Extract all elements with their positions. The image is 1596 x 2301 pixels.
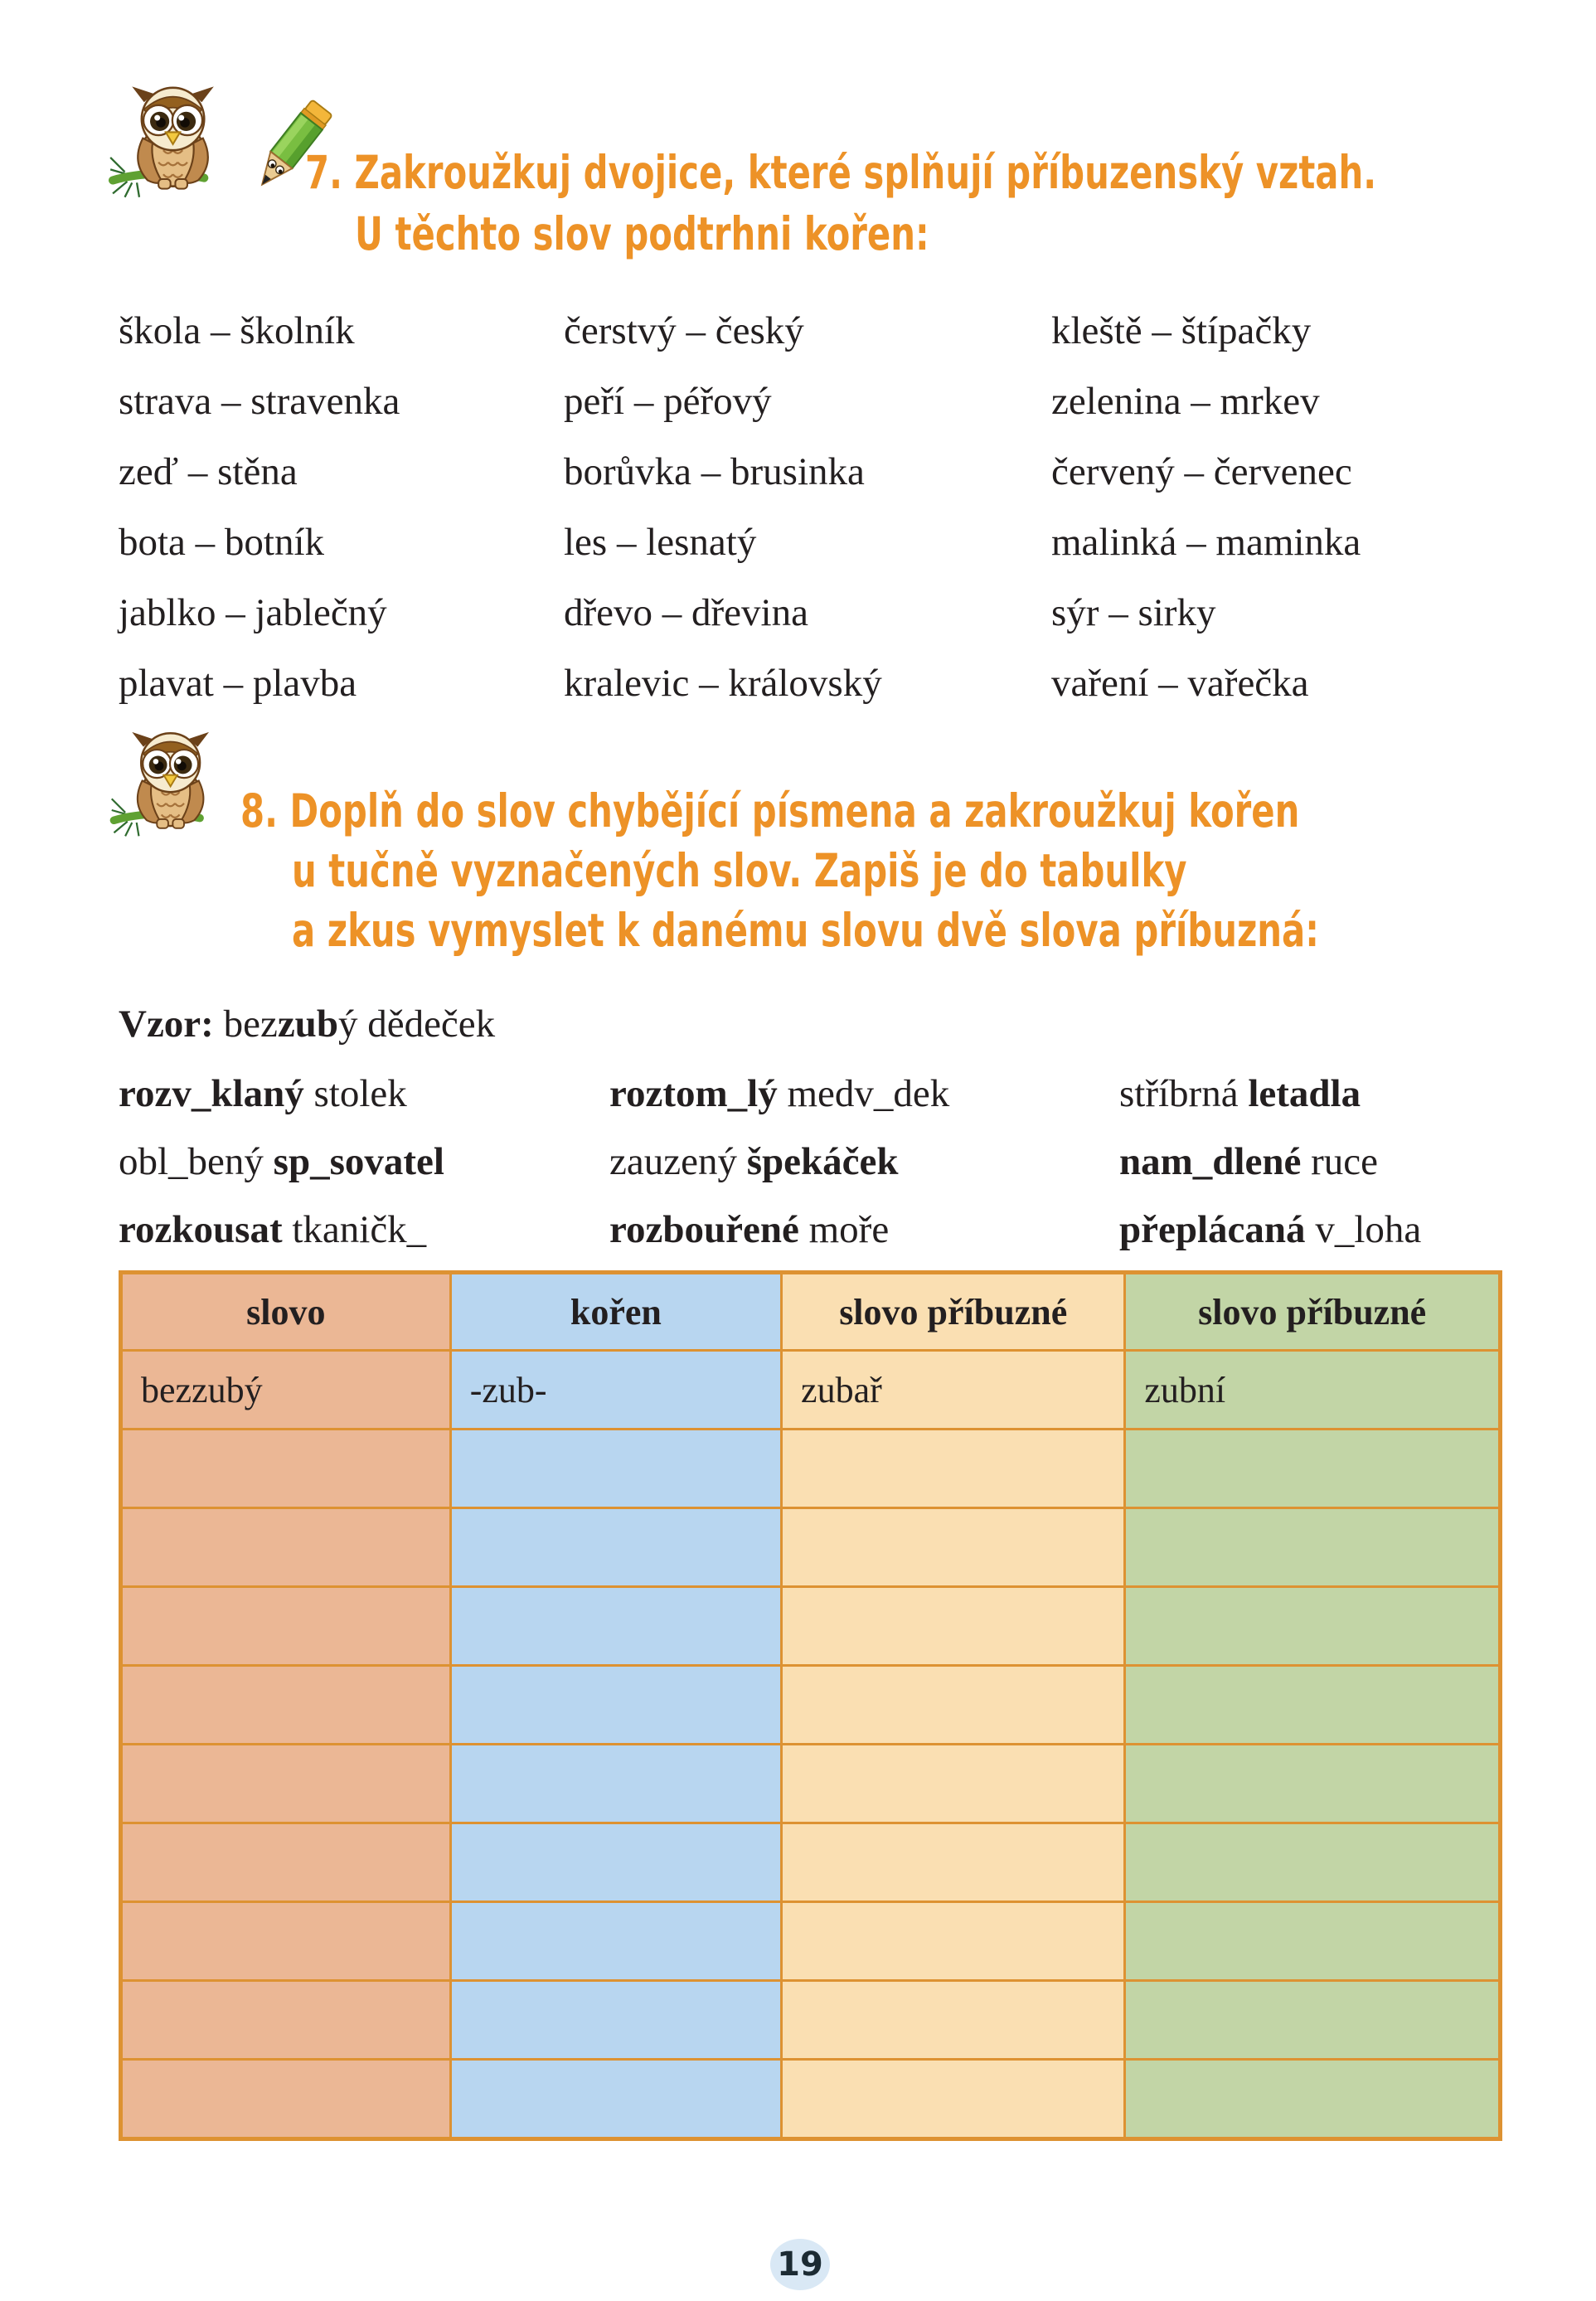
table-empty-cell <box>121 1745 451 1823</box>
example-word <box>224 1002 496 1046</box>
table-empty-cell <box>121 1587 451 1666</box>
word-bold-part: rozbouřené <box>609 1208 799 1251</box>
word-normal-part: stříbrná <box>1119 1072 1249 1115</box>
exercise8-title-line3: a zkus vymyslet k danému slovu dvě slova příbuzná: <box>292 904 1319 957</box>
word-bold-part: rozkousat <box>119 1208 283 1251</box>
word-pair: malinká – maminka <box>1051 521 1361 564</box>
table-row <box>121 2060 1501 2139</box>
word-pair: sýr – sirky <box>1051 591 1216 634</box>
table-empty-cell <box>450 1666 781 1745</box>
word-pair: bota – botník <box>119 521 325 564</box>
word-normal-part: ý dědeček <box>337 1002 496 1046</box>
table-empty-cell <box>1125 1587 1501 1666</box>
table-empty-cell <box>782 1902 1125 1981</box>
word-bold-part: letadla <box>1248 1072 1361 1115</box>
word-pair: borůvka – brusinka <box>564 450 865 493</box>
word-pair: kralevic – královský <box>564 662 882 705</box>
table-empty-cell <box>1125 1902 1501 1981</box>
word-pairs-column <box>119 303 400 726</box>
table-empty-cell <box>1125 1666 1501 1745</box>
fill-in-word <box>609 1070 949 1118</box>
word-bold-part: rozv_klaný <box>119 1072 304 1115</box>
table-empty-cell <box>782 1666 1125 1745</box>
page-number: 19 <box>777 2245 823 2284</box>
word-pairs-column <box>564 303 882 726</box>
word-bold-part: sp_sovatel <box>273 1140 444 1183</box>
table-row <box>121 1351 1501 1430</box>
exercise8-title-line1: 8. Doplň do slov chybějící písmena a zakroužkuj kořen <box>240 784 1300 837</box>
table-empty-cell <box>121 1902 451 1981</box>
word-pair: červený – červenec <box>1051 450 1352 493</box>
fill-in-word <box>1119 1138 1378 1186</box>
word-pair: škola – školník <box>119 309 355 352</box>
table-empty-cell <box>121 1823 451 1902</box>
word-bold-part: roztom_lý <box>609 1072 778 1115</box>
table-empty-cell <box>450 1981 781 2060</box>
word-normal-part: bez <box>223 1002 278 1046</box>
table-header-cell: slovo příbuzné <box>1125 1273 1501 1351</box>
table-empty-cell <box>782 1587 1125 1666</box>
table-header-cell: slovo <box>121 1273 451 1351</box>
fill-in-word <box>609 1206 889 1254</box>
word-pair: plavat – plavba <box>119 662 357 705</box>
exercise7-title-line2: U těchto slov podtrhni kořen: <box>355 207 929 260</box>
example-line <box>119 1002 495 1046</box>
table-cell: -zub- <box>450 1351 781 1430</box>
fill-in-word <box>119 1206 426 1254</box>
fill-in-word <box>119 1138 444 1186</box>
table-empty-cell <box>121 2060 451 2139</box>
word-pair: dřevo – dřevina <box>564 591 808 634</box>
page-number-badge <box>770 2239 830 2290</box>
word-pair: vaření – vařečka <box>1051 662 1309 705</box>
table-empty-cell <box>782 1430 1125 1508</box>
word-pair: les – lesnatý <box>564 521 757 564</box>
word-pair: jablko – jablečný <box>119 591 387 634</box>
table-header-cell: kořen <box>450 1273 781 1351</box>
word-bold-part: nam_dlené <box>1119 1140 1302 1183</box>
table-empty-cell <box>782 1508 1125 1587</box>
word-pairs-column <box>1051 303 1361 726</box>
table-empty-cell <box>1125 1823 1501 1902</box>
table-header-cell: slovo příbuzné <box>782 1273 1125 1351</box>
table-empty-cell <box>450 1587 781 1666</box>
exercise7-title-line1: 7. Zakroužkuj dvojice, které splňují příbuzenský vztah. <box>305 146 1377 199</box>
word-normal-part: stolek <box>303 1072 407 1115</box>
table-row <box>121 1981 1501 2060</box>
word-pair: zelenina – mrkev <box>1051 380 1320 423</box>
table-empty-cell <box>450 1508 781 1587</box>
table-row <box>121 1508 1501 1587</box>
word-bold-part: špekáček <box>746 1140 899 1183</box>
word-pair: strava – stravenka <box>119 380 400 423</box>
table-empty-cell <box>450 1823 781 1902</box>
table-empty-cell <box>782 2060 1125 2139</box>
word-pair: čerstvý – český <box>564 309 804 352</box>
word-normal-part: tkaničk_ <box>282 1208 427 1251</box>
table-empty-cell <box>121 1666 451 1745</box>
table-row <box>121 1666 1501 1745</box>
table-empty-cell <box>450 1902 781 1981</box>
fill-in-word <box>119 1070 407 1118</box>
table-cell: zubní <box>1125 1351 1501 1430</box>
table-row <box>121 1587 1501 1666</box>
table-cell: zubař <box>782 1351 1125 1430</box>
table-empty-cell <box>1125 1430 1501 1508</box>
word-pair: zeď – stěna <box>119 450 298 493</box>
table-empty-cell <box>1125 2060 1501 2139</box>
roots-table <box>119 1270 1502 2141</box>
table-empty-cell <box>1125 1745 1501 1823</box>
table-empty-cell <box>450 1745 781 1823</box>
table-empty-cell <box>782 1981 1125 2060</box>
table-row <box>121 1823 1501 1902</box>
fill-in-word <box>609 1138 899 1186</box>
table-cell: bezzubý <box>121 1351 451 1430</box>
table-row <box>121 1430 1501 1508</box>
word-normal-part: medv_dek <box>777 1072 950 1115</box>
word-normal-part: ruce <box>1301 1140 1378 1183</box>
example-label: Vzor: <box>119 1002 214 1046</box>
table-empty-cell <box>782 1823 1125 1902</box>
word-normal-part: zauzený <box>609 1140 747 1183</box>
table-empty-cell <box>121 1430 451 1508</box>
table-empty-cell <box>1125 1508 1501 1587</box>
table-empty-cell <box>782 1745 1125 1823</box>
table-empty-cell <box>121 1981 451 2060</box>
table-empty-cell <box>121 1508 451 1587</box>
fill-in-word <box>1119 1206 1421 1254</box>
exercise8-title-line2: u tučně vyznačených slov. Zapiš je do tabulky <box>292 844 1187 897</box>
word-normal-part: moře <box>798 1208 890 1251</box>
word-bold-part: přeplácaná <box>1119 1208 1306 1251</box>
word-normal-part: obl_bený <box>119 1140 274 1183</box>
word-bold-part: zub <box>277 1002 338 1046</box>
table-header-row <box>121 1273 1501 1351</box>
table-row <box>121 1745 1501 1823</box>
word-pair: kleště – štípačky <box>1051 309 1312 352</box>
fill-in-word <box>1119 1070 1361 1118</box>
table-row <box>121 1902 1501 1981</box>
word-normal-part: v_loha <box>1305 1208 1422 1251</box>
table-empty-cell <box>1125 1981 1501 2060</box>
owl-icon <box>108 83 240 203</box>
table-empty-cell <box>450 2060 781 2139</box>
word-pair: peří – péřový <box>564 380 772 423</box>
owl-icon <box>109 723 234 847</box>
table-empty-cell <box>450 1430 781 1508</box>
